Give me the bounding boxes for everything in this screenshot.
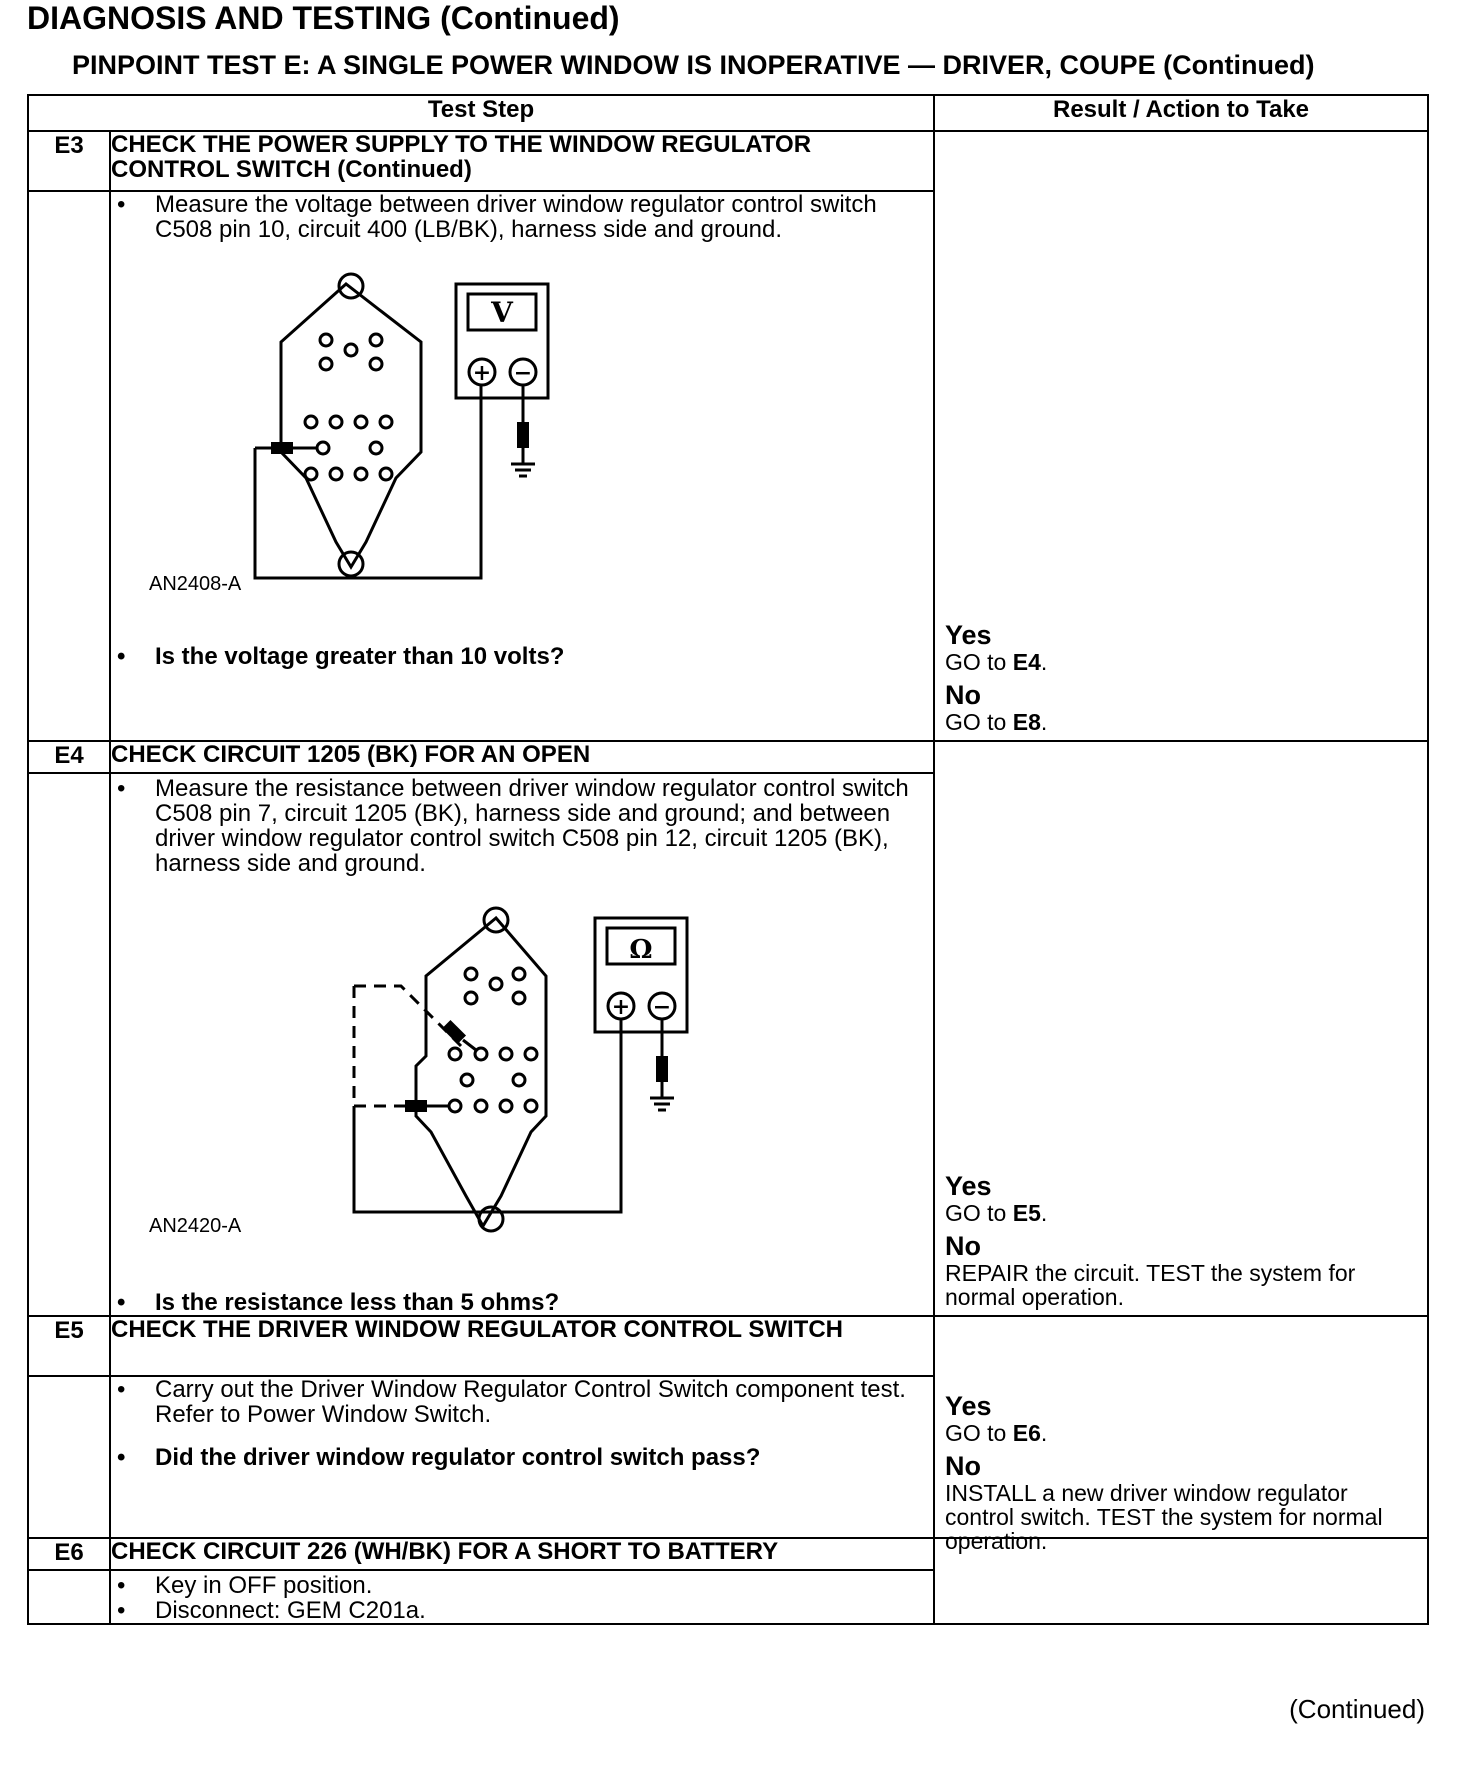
step-e3-result <box>934 131 1428 741</box>
step-e4-result <box>934 741 1428 1316</box>
pin-7 <box>475 1048 487 1060</box>
svg-text:−: − <box>513 360 533 386</box>
col-header-test-step: Test Step <box>28 95 934 131</box>
list-item: • Measure the voltage between driver window regulator control switch C508 pin 10, circuit 400 (LB/BK), harness side and ground. <box>117 191 877 243</box>
svg-text:+: + <box>611 994 631 1020</box>
step-title: CHECK THE DRIVER WINDOW REGULATOR CONTROL SWITCH <box>110 1316 934 1376</box>
result-yes-action: GO to E5. <box>945 1200 1048 1226</box>
result-no-action: REPAIR the circuit. TEST the system for normal operation. <box>945 1260 1356 1310</box>
step-e4-title-row <box>28 741 1428 773</box>
step-e4-body <box>110 773 934 1316</box>
step-id: E5 <box>28 1316 110 1376</box>
result-no-action: INSTALL a new driver window regulator control switch. TEST the system for normal operation. <box>945 1480 1383 1554</box>
figure-resistance-test <box>111 876 933 1286</box>
pin-12 <box>449 1100 461 1112</box>
connector-outline <box>281 284 421 567</box>
step-e6-result <box>934 1538 1428 1624</box>
figure-id: AN2408-A <box>149 573 242 595</box>
step-title: CHECK CIRCUIT 1205 (BK) FOR AN OPEN <box>110 741 934 773</box>
step-e6-title-row <box>28 1538 1428 1570</box>
result-no-label: No <box>945 680 981 710</box>
svg-text:+: + <box>472 360 492 386</box>
result-no-label: No <box>945 1231 981 1261</box>
result-no-action: GO to E8. <box>945 709 1048 735</box>
result-yes-label: Yes <box>945 1391 992 1421</box>
step-id: E4 <box>28 741 110 773</box>
step-id: E3 <box>28 131 110 191</box>
list-item: • Is the resistance less than 5 ohms? <box>117 1289 560 1316</box>
page-title: DIAGNOSIS AND TESTING (Continued) <box>27 0 620 36</box>
figure-id: AN2420-A <box>149 1215 242 1237</box>
meter-symbol: Ω <box>629 935 653 965</box>
list-item: • Is the voltage greater than 10 volts? <box>117 643 565 670</box>
result-yes-action: GO to E4. <box>945 649 1048 675</box>
continued-note: (Continued) <box>1289 1694 1425 1724</box>
list-item: • Disconnect: GEM C201a. <box>117 1597 426 1624</box>
list-item: • Measure the resistance between driver window regulator control switch C508 pin 7, circuit 1205 (BK), harness side and ground; and between driver window regulator control switch C508 pin 12, circuit 1205 (BK), harness side and ground. <box>117 775 909 877</box>
list-item: • Did the driver window regulator control switch pass? <box>117 1444 761 1471</box>
step-e6-body <box>110 1570 934 1624</box>
result-yes-label: Yes <box>945 620 992 650</box>
connector-voltmeter-diagram <box>211 242 811 632</box>
svg-text:−: − <box>652 994 672 1020</box>
step-id: E6 <box>28 1538 110 1570</box>
result-no-label: No <box>945 1451 981 1481</box>
pinpoint-test-table <box>27 94 1429 1625</box>
step-e3-title-row <box>28 131 1428 191</box>
step-title: CHECK THE POWER SUPPLY TO THE WINDOW REGULATOR CONTROL SWITCH (Continued) <box>110 131 934 191</box>
pin-10 <box>317 442 329 454</box>
connector-ohmmeter-diagram <box>211 876 851 1286</box>
result-yes-action: GO to E6. <box>945 1420 1048 1446</box>
page-subtitle: PINPOINT TEST E: A SINGLE POWER WINDOW IS INOPERATIVE — DRIVER, COUPE (Continued) <box>72 50 1315 80</box>
step-e3-body <box>110 191 934 741</box>
step-e5-title-row <box>28 1316 1428 1376</box>
table-header-row <box>28 95 1428 131</box>
meter-symbol: V <box>491 296 513 329</box>
result-yes-label: Yes <box>945 1171 992 1201</box>
step-e5-body <box>110 1376 934 1538</box>
col-header-result: Result / Action to Take <box>934 95 1428 131</box>
step-e5-result <box>934 1316 1428 1554</box>
step-title: CHECK CIRCUIT 226 (WH/BK) FOR A SHORT TO BATTERY <box>110 1538 934 1570</box>
list-item: • Key in OFF position. <box>117 1572 373 1599</box>
figure-voltage-test <box>111 242 933 632</box>
list-item: • Carry out the Driver Window Regulator Control Switch component test. Refer to Power Window Switch. <box>117 1376 906 1428</box>
connector-outline <box>416 918 546 1226</box>
